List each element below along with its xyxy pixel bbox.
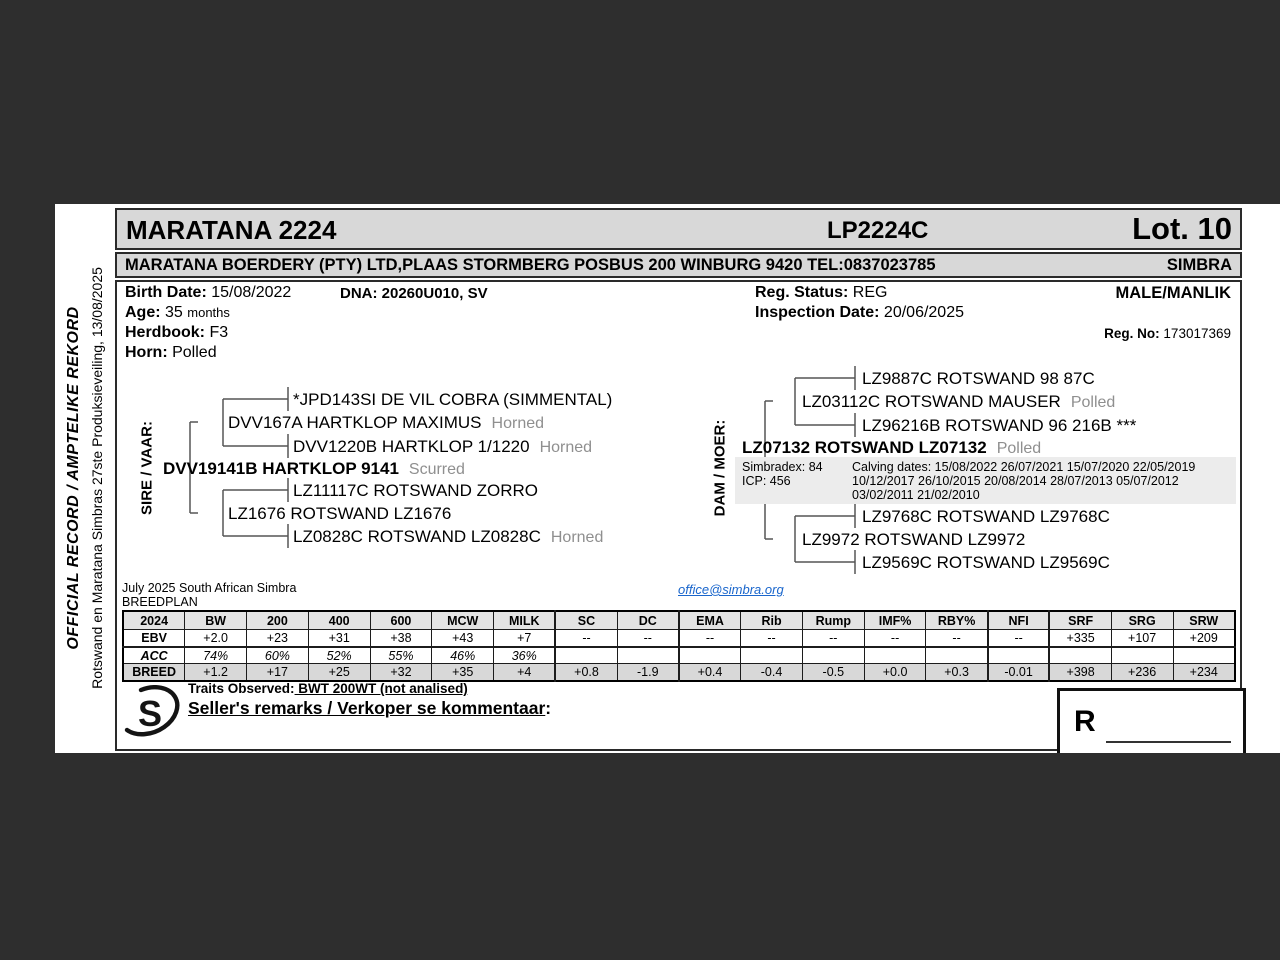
table-cell: +234 [1173,664,1235,682]
horn-status: Scurred [408,461,465,478]
animal-id: LZ1676 ROTSWAND LZ1676 [228,504,452,523]
herdbook-label: Herdbook: [125,324,205,341]
table-cell: -- [555,630,617,648]
dam-node [742,438,1041,458]
sire-granddam2-node [293,527,603,547]
table-header-cell: Rump [802,611,864,630]
icp-value: ICP: 456 [742,474,791,488]
table-header-cell: SRF [1049,611,1111,630]
row-label-cell: BREED [123,664,185,682]
dna-info: DNA: 20260U010, SV [340,285,488,302]
table-header-cell: 600 [370,611,432,630]
sire-vertical-label: SIRE / VAAR: [138,421,156,515]
inspection-date-value: 20/06/2025 [883,304,964,321]
table-cell [555,647,617,664]
traits-observed-row [188,681,468,696]
sire-granddam-node [293,437,592,457]
table-cell: +38 [370,630,432,648]
horn-value: Polled [172,344,217,361]
dam-mother-node [802,530,1035,550]
calving-dates-line2: 10/12/2017 26/10/2015 20/08/2014 28/07/2013 05/07/2012 [852,474,1179,488]
horn-status: Polled [996,440,1042,457]
table-cell: +31 [308,630,370,648]
price-blank-line [1106,741,1231,743]
table-cell: 46% [432,647,494,664]
horn-label: Horn: [125,344,168,361]
table-cell: +236 [1111,664,1173,682]
table-header-cell: 400 [308,611,370,630]
animal-id: LZ9972 ROTSWAND LZ9972 [802,530,1026,549]
table-header-cell: SRG [1111,611,1173,630]
age-unit: months [187,305,230,320]
table-cell [1049,647,1111,664]
animal-id: LZ0828C ROTSWAND LZ0828C [293,527,541,546]
official-record-vertical-label: OFFICIAL RECORD / AMPTELIKE REKORD [65,306,82,650]
table-cell: +0.8 [555,664,617,682]
horn-status: Horned [550,529,604,546]
table-cell: -- [679,630,741,648]
sire-mother-node [228,504,461,524]
table-header-cell: SRW [1173,611,1235,630]
lp-number: LP2224C [827,217,929,244]
row-label-cell: ACC [123,647,185,664]
table-header-cell: BW [185,611,247,630]
table-cell: -0.01 [988,664,1050,682]
animal-id: DVV1220B HARTKLOP 1/1220 [293,437,530,456]
table-cell: +25 [308,664,370,682]
table-header-cell: 200 [247,611,309,630]
table-cell: +0.3 [926,664,988,682]
table-cell: -- [988,630,1050,648]
inspection-date-label: Inspection Date: [755,304,880,321]
breedplan-source-line1: July 2025 South African Simbra [122,581,297,595]
reg-status-label: Reg. Status: [755,284,849,301]
calving-dates-line1: Calving dates: 15/08/2022 26/07/2021 15/07/2020 22/05/2019 [852,460,1196,474]
reg-no-row [1104,326,1231,341]
table-cell: -- [617,630,679,648]
age-row [125,304,230,322]
animal-id: *JPD143SI DE VIL COBRA (SIMMENTAL) [293,390,613,409]
table-cell: +32 [370,664,432,682]
seller-remarks-colon: : [545,698,552,718]
table-cell: 36% [494,647,556,664]
table-cell: -- [741,630,803,648]
animal-name: MARATANA 2224 [126,215,337,245]
dam-vertical-label: DAM / MOER: [711,419,729,517]
horn-row [125,344,217,362]
animal-id: LZ9887C ROTSWAND 98 87C [862,369,1095,388]
sex-label: MALE/MANLIK [1115,284,1231,302]
table-cell: +17 [247,664,309,682]
table-header-cell: MILK [494,611,556,630]
table-cell: -1.9 [617,664,679,682]
table-cell: +7 [494,630,556,648]
animal-id: LZ07132 ROTSWAND LZ07132 [742,438,987,457]
age-label: Age: [125,304,161,321]
sire-grandsire2-node [293,481,548,501]
animal-id: LZ9768C ROTSWAND LZ9768C [862,507,1110,526]
animal-id: LZ9569C ROTSWAND LZ9569C [862,553,1110,572]
table-cell: +0.0 [864,664,926,682]
price-currency-prefix: R [1074,705,1096,738]
table-cell: 74% [185,647,247,664]
birth-date-row [125,284,291,302]
horn-status: Horned [539,439,593,456]
table-cell: +398 [1049,664,1111,682]
table-header-cell: Rib [741,611,803,630]
table-cell: +1.2 [185,664,247,682]
breedplan-source-line2: BREEDPLAN [122,595,198,609]
table-cell: +107 [1111,630,1173,648]
table-cell: -0.5 [802,664,864,682]
birth-date-value: 15/08/2022 [211,284,292,301]
dam-info-panel [735,457,1236,504]
table-cell [802,647,864,664]
table-row [123,630,1235,648]
traits-observed-label: Traits Observed: [188,681,295,696]
breedplan-table-body [123,630,1235,682]
table-cell: 52% [308,647,370,664]
table-header-cell: SC [555,611,617,630]
record-box [115,280,1242,751]
dam-father-node [802,392,1115,412]
breedplan-table [122,610,1236,682]
email-link[interactable]: office@simbra.org [678,582,784,597]
herdbook-value: F3 [209,324,229,341]
row-label-cell: EBV [123,630,185,648]
reg-no-label: Reg. No: [1104,326,1160,341]
sale-event-vertical-label: Rotswand en Maratana Simbras 27ste Produksieveiling, 13/08/2025 [89,267,105,689]
table-cell: +335 [1049,630,1111,648]
animal-id: DVV19141B HARTKLOP 9141 [163,459,399,478]
animal-id: DVV167A HARTKLOP MAXIMUS [228,413,482,432]
table-header-cell: RBY% [926,611,988,630]
reg-status-row [755,284,887,302]
table-cell: -- [802,630,864,648]
table-cell: -- [864,630,926,648]
table-cell [1173,647,1235,664]
table-cell: +209 [1173,630,1235,648]
title-bar [115,208,1242,250]
reg-status-value: REG [852,284,888,301]
breeder-address: MARATANA BOERDERY (PTY) LTD,PLAAS STORMBERG POSBUS 200 WINBURG 9420 TEL:0837023785 [125,256,936,274]
logo-letter: S [138,693,163,734]
table-header-cell: IMF% [864,611,926,630]
simbra-s-logo [117,685,183,745]
table-cell: +23 [247,630,309,648]
table-cell [988,647,1050,664]
table-cell [926,647,988,664]
breedplan-table-head [123,611,1235,630]
dam-grandsire-node [862,369,1105,389]
table-header-cell: EMA [679,611,741,630]
table-header-cell: MCW [432,611,494,630]
table-cell: 60% [247,647,309,664]
birth-date-label: Birth Date: [125,284,207,301]
table-cell: +4 [494,664,556,682]
table-row [123,647,1235,664]
table-row [123,664,1235,682]
age-value: 35 [165,304,183,321]
table-cell [741,647,803,664]
animal-id: LZ03112C ROTSWAND MAUSER [802,392,1061,411]
table-cell [679,647,741,664]
table-cell: +2.0 [185,630,247,648]
table-cell: +35 [432,664,494,682]
dam-grandsire2-node [862,507,1120,527]
herdbook-row [125,324,228,342]
table-cell: +43 [432,630,494,648]
table-cell: -0.4 [741,664,803,682]
table-cell: 55% [370,647,432,664]
table-cell: +0.4 [679,664,741,682]
price-box [1057,688,1246,753]
simbradex-value: Simbradex: 84 [742,460,823,474]
table-cell: -- [926,630,988,648]
traits-observed-value: BWT 200WT (not analised) [294,681,468,696]
table-header-cell: DC [617,611,679,630]
breeder-bar [115,252,1242,278]
table-cell [617,647,679,664]
seller-remarks-row [188,698,551,719]
sire-grandsire-node [293,390,622,410]
table-header-cell: 2024 [123,611,185,630]
animal-id: LZ96216B ROTSWAND 96 216B *** [862,416,1137,435]
seller-remarks-label: Seller's remarks / Verkoper se kommentaar [188,698,546,718]
table-cell [1111,647,1173,664]
inspection-date-row [755,304,964,322]
horn-status: Horned [491,415,545,432]
reg-no-value: 173017369 [1163,326,1231,341]
sire-father-node [228,413,544,433]
table-cell [864,647,926,664]
sire-node [163,459,465,479]
dam-granddam-node [862,416,1146,436]
calving-dates-line3: 03/02/2011 21/02/2010 [852,488,980,502]
table-header-cell: NFI [988,611,1050,630]
animal-id: LZ11117C ROTSWAND ZORRO [293,481,538,500]
dam-granddam2-node [862,553,1120,573]
horn-status: Polled [1070,394,1116,411]
lot-number: Lot. 10 [1132,211,1232,246]
breed-name: SIMBRA [1166,256,1232,274]
